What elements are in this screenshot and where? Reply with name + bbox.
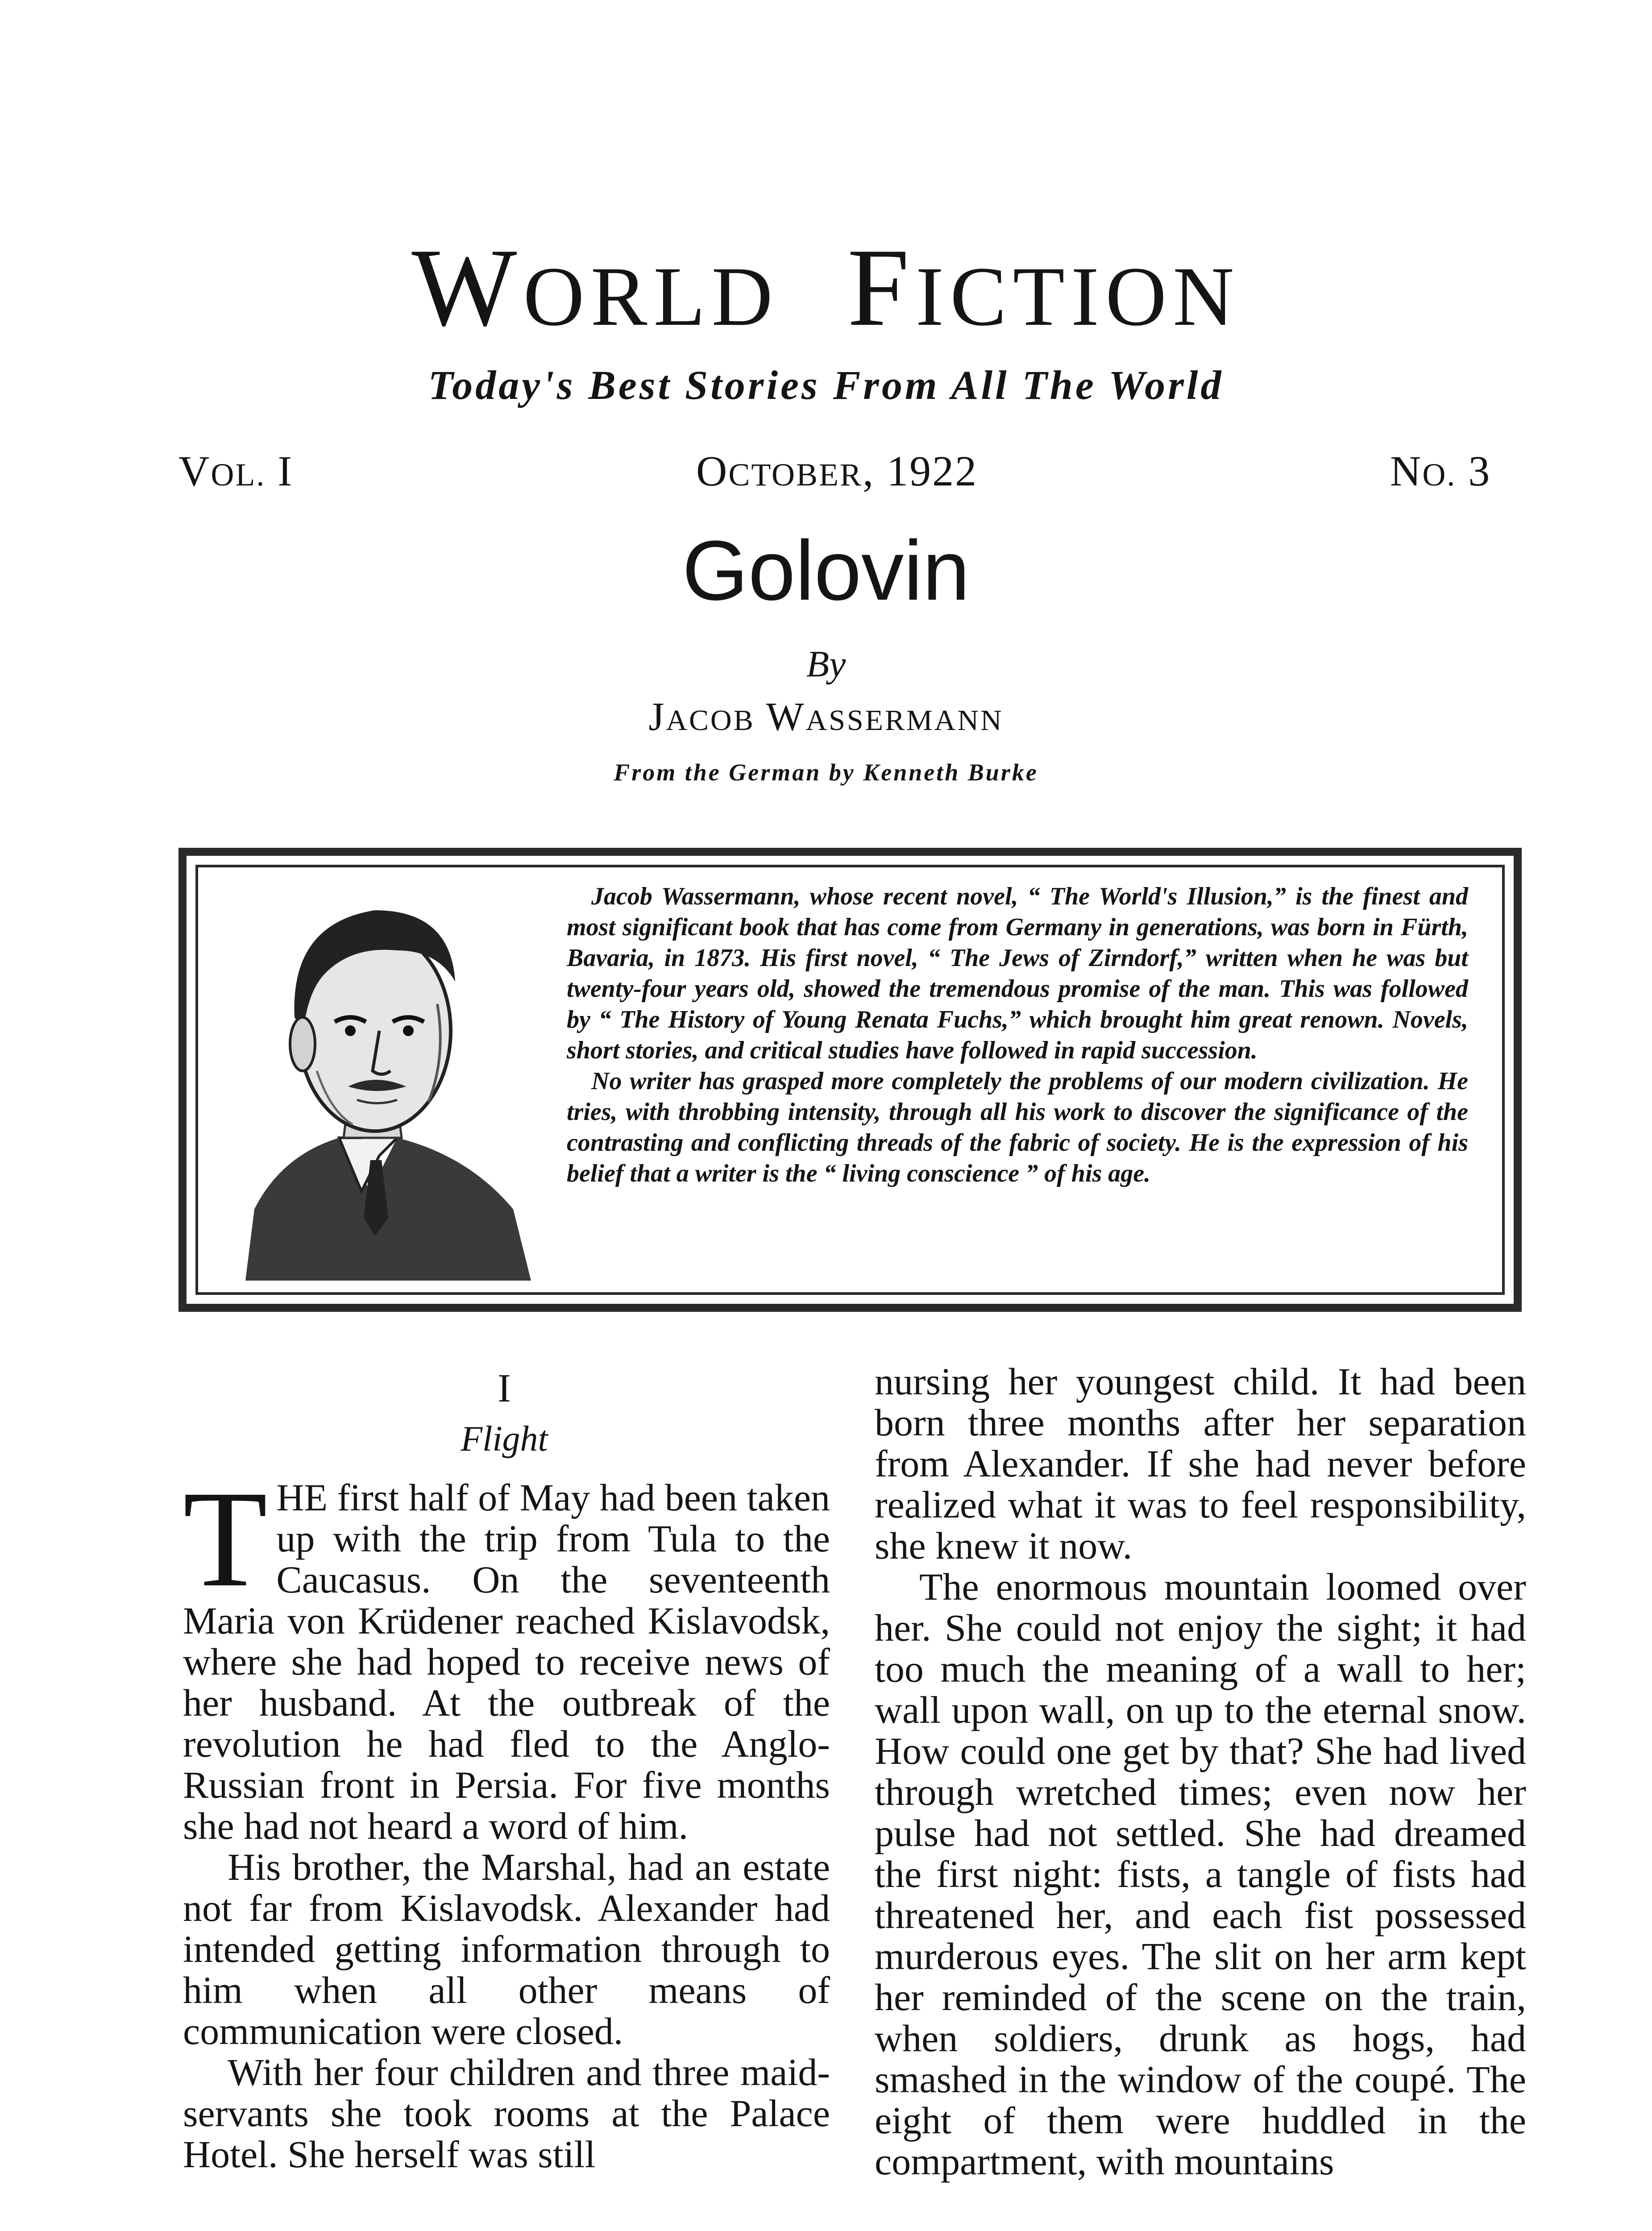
drop-cap: T: [183, 1463, 268, 1616]
translator-credit: From the German by Kenneth Burke: [614, 759, 1038, 786]
paragraph: nursing her youngest child. It had been born three months after her separation from Alexander. If she had never before realized what it was to feel responsibility, she knew it now.: [875, 1360, 1526, 1567]
bio-paragraph: Jacob Wassermann, whose recent novel, “ The World's Illusion,” is the finest and most significant book that has come from Germany in generations, was born in Fürth, Bavaria, in 1873. His first novel, “ The Jews of Zirndorf,” written when he was but twenty-four years old, showed the tremendous promise of the man. This was followed by “ The History of Young Renata Fuchs,” which brought him great renown. Novels, short stories, and critical studies have followed in rapid succession.: [567, 883, 1468, 1064]
text-column-left: [183, 1463, 830, 2176]
bio-paragraph: No writer has grasped more completely the problems of our modern civilization. He tries, with throbbing intensity, through all his work to discover the significance of the contrasting and conflicting threads of the fabric of society. He is the expression of his belief that a writer is the “ living conscience ” of his age.: [567, 1067, 1468, 1187]
byline-by: By: [806, 643, 846, 685]
paragraph: With her four children and three maid-servants she took rooms at the Palace Hotel. She herself was still: [183, 2051, 830, 2176]
magazine-masthead: WORLD FICTION: [411, 226, 1241, 349]
author-portrait: [228, 870, 540, 1281]
story-title: Golovin: [682, 523, 970, 618]
author-name: JACOB WASSERMANN: [648, 695, 1004, 739]
section-title: Flight: [461, 1419, 548, 1459]
volume-label: VOL. I: [178, 447, 294, 495]
tagline: Today's Best Stories From All The World: [428, 362, 1224, 408]
section-number: I: [498, 1366, 511, 1410]
paragraph: The enormous mountain loomed over her. She could not enjoy the sight; it had too much the meaning of a wall to her; wall upon wall, on up to the eternal snow. How could one get by that? She had lived through wretched times; even now her pulse had not settled. She had dreamed the first night: fists, a tangle of fists had threatened her, and each fist possessed murderous eyes. The slit on her arm kept her reminded of the scene on the train, when soldiers, drunk as hogs, had smashed in the window of the coupé. The eight of them were huddled in the compartment, with mountains: [875, 1565, 1526, 2183]
paragraph: THE first half of May had been taken up with the trip from Tula to the Caucasus. On the seventeenth Maria von Krüdener reached Kislavodsk, where she had hoped to receive news of her husband. At the outbreak of the revolution he had fled to the Anglo-Russian front in Persia. For five months she had not heard a word of him.: [183, 1463, 830, 1847]
issue-number: NO. 3: [1390, 447, 1491, 495]
paragraph: His brother, the Marshal, had an estate not far from Kislavodsk. Alexander had intended getting information through to him when all other means of communication were closed.: [183, 1845, 830, 2053]
author-bio: [567, 881, 1468, 1189]
text-column-right: [875, 1361, 1526, 2182]
issue-date: OCTOBER, 1922: [696, 447, 978, 495]
